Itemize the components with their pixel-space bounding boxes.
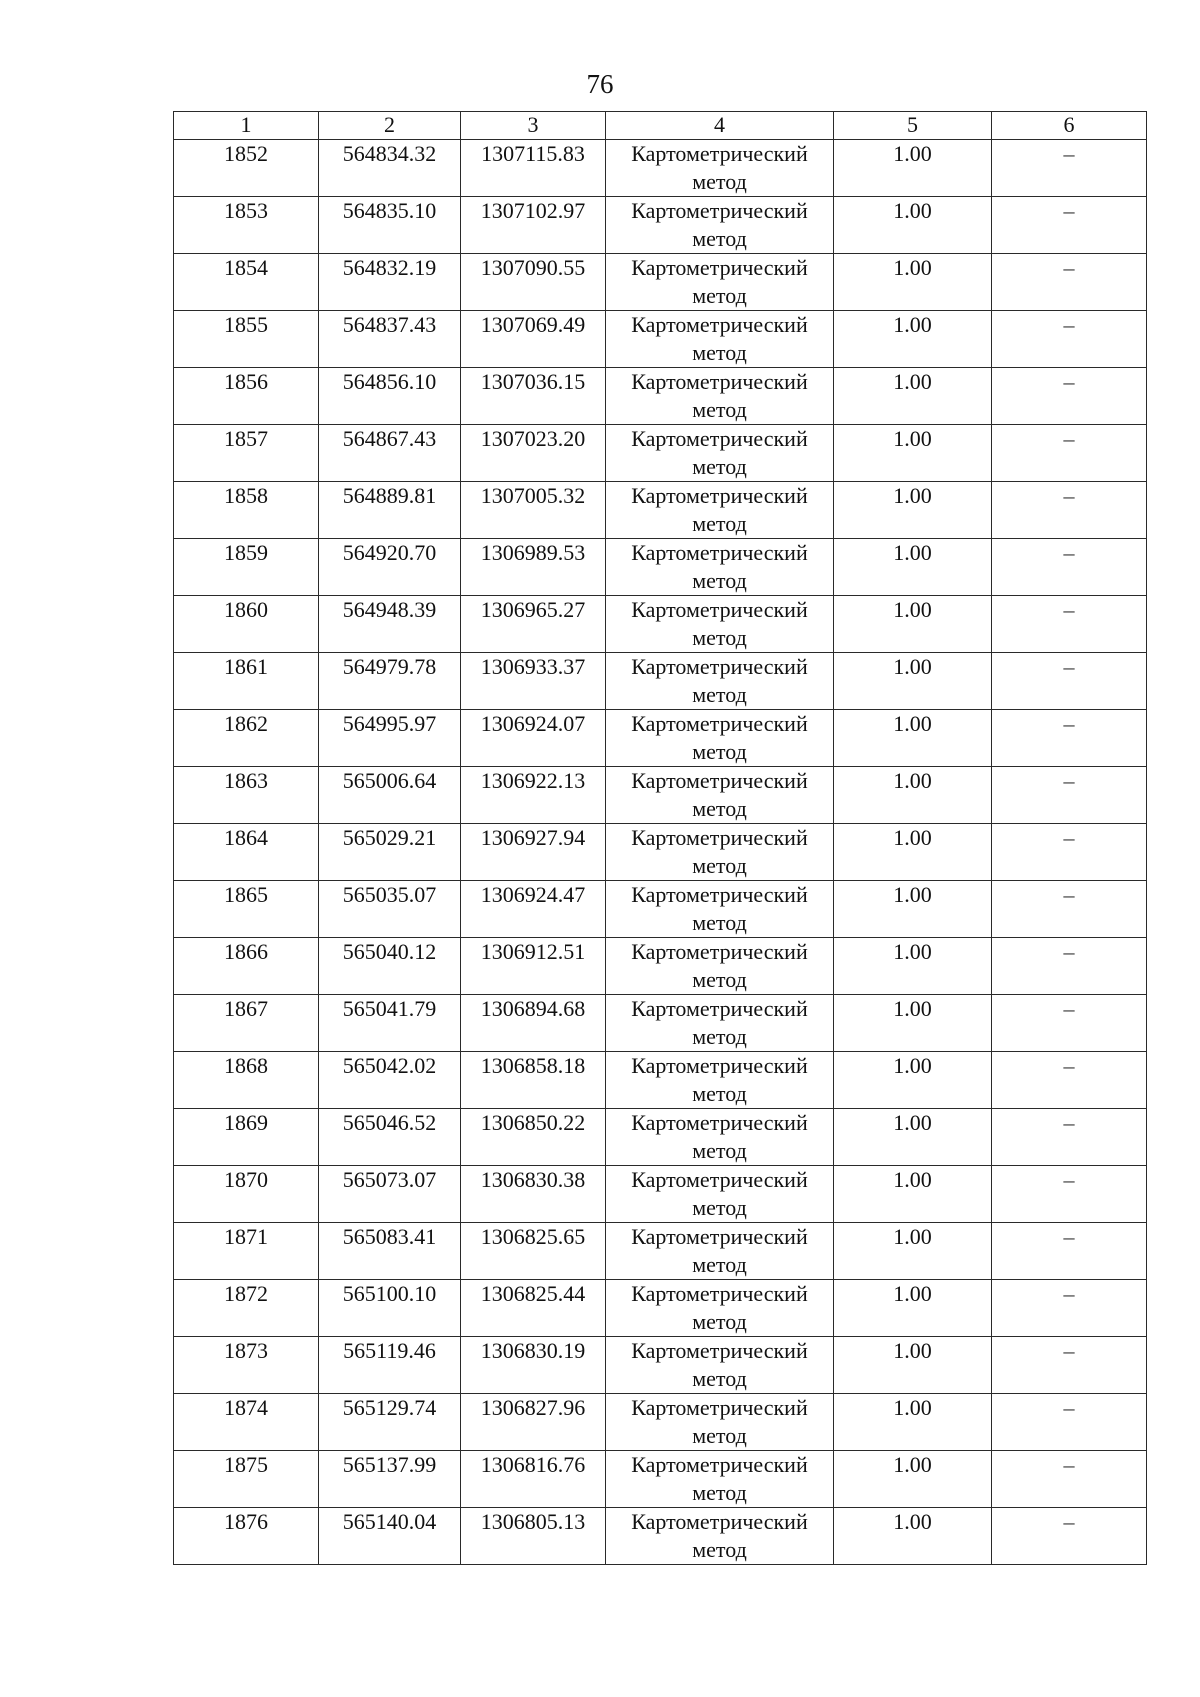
x-coordinate-cell: 565040.12: [319, 938, 461, 995]
table-row: [174, 1166, 1147, 1223]
note-cell: –: [992, 824, 1147, 881]
x-coordinate-cell: 565046.52: [319, 1109, 461, 1166]
method-line-2: метод: [692, 454, 747, 479]
accuracy-cell: 1.00: [834, 1223, 992, 1280]
note-cell: –: [992, 938, 1147, 995]
note-cell: –: [992, 1337, 1147, 1394]
note-cell: –: [992, 140, 1147, 197]
point-number-cell: 1854: [174, 254, 319, 311]
point-number-cell: 1852: [174, 140, 319, 197]
method-line-2: метод: [692, 625, 747, 650]
y-coordinate-cell: 1306830.38: [461, 1166, 606, 1223]
x-coordinate-cell: 565083.41: [319, 1223, 461, 1280]
note-cell: –: [992, 1166, 1147, 1223]
table-row: [174, 197, 1147, 254]
point-number-cell: 1860: [174, 596, 319, 653]
point-number-cell: 1868: [174, 1052, 319, 1109]
method-line-2: метод: [692, 226, 747, 251]
point-number-cell: 1875: [174, 1451, 319, 1508]
note-cell: –: [992, 1280, 1147, 1337]
accuracy-cell: 1.00: [834, 995, 992, 1052]
x-coordinate-cell: 565006.64: [319, 767, 461, 824]
y-coordinate-cell: 1307102.97: [461, 197, 606, 254]
method-line-1: Картометрический: [631, 768, 808, 793]
method-line-1: Картометрический: [631, 1167, 808, 1192]
x-coordinate-cell: 564835.10: [319, 197, 461, 254]
method-cell: [606, 1109, 834, 1166]
method-line-2: метод: [692, 910, 747, 935]
page-number: 76: [586, 69, 614, 99]
table-row: [174, 482, 1147, 539]
x-coordinate-cell: 564856.10: [319, 368, 461, 425]
y-coordinate-cell: 1306927.94: [461, 824, 606, 881]
method-line-1: Картометрический: [631, 369, 808, 394]
method-cell: [606, 1451, 834, 1508]
accuracy-cell: 1.00: [834, 1508, 992, 1565]
x-coordinate-cell: 564867.43: [319, 425, 461, 482]
method-line-2: метод: [692, 967, 747, 992]
y-coordinate-cell: 1307090.55: [461, 254, 606, 311]
method-cell: [606, 1337, 834, 1394]
method-cell: [606, 1166, 834, 1223]
method-line-2: метод: [692, 397, 747, 422]
point-number-cell: 1864: [174, 824, 319, 881]
method-cell: [606, 482, 834, 539]
note-cell: –: [992, 1109, 1147, 1166]
method-line-2: метод: [692, 796, 747, 821]
method-cell: [606, 197, 834, 254]
header-col-2: 2: [319, 112, 461, 140]
accuracy-cell: 1.00: [834, 1280, 992, 1337]
method-cell: [606, 653, 834, 710]
method-line-1: Картометрический: [631, 198, 808, 223]
method-line-1: Картометрический: [631, 1053, 808, 1078]
method-line-2: метод: [692, 1195, 747, 1220]
method-line-1: Картометрический: [631, 711, 808, 736]
point-number-cell: 1856: [174, 368, 319, 425]
accuracy-cell: 1.00: [834, 425, 992, 482]
y-coordinate-cell: 1306825.65: [461, 1223, 606, 1280]
method-line-2: метод: [692, 1366, 747, 1391]
method-cell: [606, 1508, 834, 1565]
accuracy-cell: 1.00: [834, 1337, 992, 1394]
header-col-4: 4: [606, 112, 834, 140]
x-coordinate-cell: 564834.32: [319, 140, 461, 197]
note-cell: –: [992, 596, 1147, 653]
accuracy-cell: 1.00: [834, 881, 992, 938]
point-number-cell: 1871: [174, 1223, 319, 1280]
y-coordinate-cell: 1306922.13: [461, 767, 606, 824]
note-cell: –: [992, 995, 1147, 1052]
y-coordinate-cell: 1306989.53: [461, 539, 606, 596]
method-line-1: Картометрический: [631, 1452, 808, 1477]
x-coordinate-cell: 565119.46: [319, 1337, 461, 1394]
point-number-cell: 1857: [174, 425, 319, 482]
y-coordinate-cell: 1306965.27: [461, 596, 606, 653]
note-cell: –: [992, 767, 1147, 824]
accuracy-cell: 1.00: [834, 539, 992, 596]
accuracy-cell: 1.00: [834, 596, 992, 653]
table-row: [174, 938, 1147, 995]
x-coordinate-cell: 565042.02: [319, 1052, 461, 1109]
note-cell: –: [992, 1508, 1147, 1565]
header-col-6: 6: [992, 112, 1147, 140]
point-number-cell: 1870: [174, 1166, 319, 1223]
method-cell: [606, 254, 834, 311]
point-number-cell: 1858: [174, 482, 319, 539]
method-cell: [606, 1280, 834, 1337]
y-coordinate-cell: 1307115.83: [461, 140, 606, 197]
x-coordinate-cell: 565041.79: [319, 995, 461, 1052]
header-col-3: 3: [461, 112, 606, 140]
method-line-1: Картометрический: [631, 483, 808, 508]
x-coordinate-cell: 564832.19: [319, 254, 461, 311]
y-coordinate-cell: 1306816.76: [461, 1451, 606, 1508]
accuracy-cell: 1.00: [834, 767, 992, 824]
point-number-cell: 1865: [174, 881, 319, 938]
y-coordinate-cell: 1306850.22: [461, 1109, 606, 1166]
point-number-cell: 1873: [174, 1337, 319, 1394]
table-row: [174, 311, 1147, 368]
method-line-2: метод: [692, 1138, 747, 1163]
point-number-cell: 1874: [174, 1394, 319, 1451]
method-line-2: метод: [692, 1537, 747, 1562]
method-line-2: метод: [692, 1081, 747, 1106]
note-cell: –: [992, 197, 1147, 254]
method-line-1: Картометрический: [631, 1224, 808, 1249]
method-cell: [606, 311, 834, 368]
method-line-2: метод: [692, 1423, 747, 1448]
table-row: [174, 653, 1147, 710]
note-cell: –: [992, 482, 1147, 539]
method-cell: [606, 710, 834, 767]
table-row: [174, 596, 1147, 653]
note-cell: –: [992, 1223, 1147, 1280]
note-cell: –: [992, 311, 1147, 368]
method-line-2: метод: [692, 1309, 747, 1334]
x-coordinate-cell: 564979.78: [319, 653, 461, 710]
x-coordinate-cell: 564837.43: [319, 311, 461, 368]
table-row: [174, 1052, 1147, 1109]
method-line-2: метод: [692, 682, 747, 707]
header-row: [174, 112, 1147, 140]
table-row: [174, 767, 1147, 824]
method-cell: [606, 368, 834, 425]
y-coordinate-cell: 1306912.51: [461, 938, 606, 995]
point-number-cell: 1872: [174, 1280, 319, 1337]
accuracy-cell: 1.00: [834, 1166, 992, 1223]
table-row: [174, 425, 1147, 482]
accuracy-cell: 1.00: [834, 482, 992, 539]
method-cell: [606, 881, 834, 938]
accuracy-cell: 1.00: [834, 197, 992, 254]
method-line-2: метод: [692, 853, 747, 878]
x-coordinate-cell: 565029.21: [319, 824, 461, 881]
point-number-cell: 1853: [174, 197, 319, 254]
accuracy-cell: 1.00: [834, 1451, 992, 1508]
point-number-cell: 1861: [174, 653, 319, 710]
x-coordinate-cell: 565100.10: [319, 1280, 461, 1337]
note-cell: –: [992, 1052, 1147, 1109]
point-number-cell: 1863: [174, 767, 319, 824]
table-body: [174, 140, 1147, 1565]
accuracy-cell: 1.00: [834, 1394, 992, 1451]
y-coordinate-cell: 1306805.13: [461, 1508, 606, 1565]
method-line-2: метод: [692, 340, 747, 365]
table-row: [174, 254, 1147, 311]
method-line-1: Картометрический: [631, 1338, 808, 1363]
note-cell: –: [992, 1451, 1147, 1508]
y-coordinate-cell: 1306827.96: [461, 1394, 606, 1451]
method-line-1: Картометрический: [631, 1509, 808, 1534]
method-line-1: Картометрический: [631, 1281, 808, 1306]
y-coordinate-cell: 1306858.18: [461, 1052, 606, 1109]
x-coordinate-cell: 565073.07: [319, 1166, 461, 1223]
method-cell: [606, 539, 834, 596]
accuracy-cell: 1.00: [834, 140, 992, 197]
point-number-cell: 1855: [174, 311, 319, 368]
accuracy-cell: 1.00: [834, 311, 992, 368]
method-line-1: Картометрический: [631, 141, 808, 166]
note-cell: –: [992, 539, 1147, 596]
method-line-2: метод: [692, 1024, 747, 1049]
header-col-5: 5: [834, 112, 992, 140]
y-coordinate-cell: 1307023.20: [461, 425, 606, 482]
point-number-cell: 1867: [174, 995, 319, 1052]
method-line-1: Картометрический: [631, 597, 808, 622]
note-cell: –: [992, 881, 1147, 938]
method-line-2: метод: [692, 739, 747, 764]
method-line-2: метод: [692, 1480, 747, 1505]
method-line-1: Картометрический: [631, 1395, 808, 1420]
table-row: [174, 1109, 1147, 1166]
accuracy-cell: 1.00: [834, 254, 992, 311]
method-cell: [606, 425, 834, 482]
method-line-1: Картометрический: [631, 540, 808, 565]
method-cell: [606, 995, 834, 1052]
method-cell: [606, 1394, 834, 1451]
method-line-1: Картометрический: [631, 1110, 808, 1135]
y-coordinate-cell: 1307005.32: [461, 482, 606, 539]
method-line-1: Картометрический: [631, 996, 808, 1021]
method-cell: [606, 767, 834, 824]
x-coordinate-cell: 564995.97: [319, 710, 461, 767]
note-cell: –: [992, 368, 1147, 425]
note-cell: –: [992, 425, 1147, 482]
x-coordinate-cell: 565035.07: [319, 881, 461, 938]
note-cell: –: [992, 710, 1147, 767]
table-row: [174, 1280, 1147, 1337]
method-line-1: Картометрический: [631, 654, 808, 679]
method-cell: [606, 824, 834, 881]
method-line-1: Картометрический: [631, 939, 808, 964]
method-line-1: Картометрический: [631, 825, 808, 850]
y-coordinate-cell: 1306924.07: [461, 710, 606, 767]
accuracy-cell: 1.00: [834, 938, 992, 995]
method-cell: [606, 140, 834, 197]
y-coordinate-cell: 1307069.49: [461, 311, 606, 368]
accuracy-cell: 1.00: [834, 1109, 992, 1166]
method-line-1: Картометрический: [631, 312, 808, 337]
x-coordinate-cell: 565140.04: [319, 1508, 461, 1565]
note-cell: –: [992, 653, 1147, 710]
y-coordinate-cell: 1306894.68: [461, 995, 606, 1052]
point-number-cell: 1866: [174, 938, 319, 995]
table-row: [174, 710, 1147, 767]
x-coordinate-cell: 564889.81: [319, 482, 461, 539]
accuracy-cell: 1.00: [834, 653, 992, 710]
table-row: [174, 1451, 1147, 1508]
point-number-cell: 1862: [174, 710, 319, 767]
method-line-2: метод: [692, 169, 747, 194]
table-row: [174, 881, 1147, 938]
method-line-1: Картометрический: [631, 255, 808, 280]
note-cell: –: [992, 1394, 1147, 1451]
y-coordinate-cell: 1306933.37: [461, 653, 606, 710]
x-coordinate-cell: 565137.99: [319, 1451, 461, 1508]
method-cell: [606, 596, 834, 653]
point-number-cell: 1869: [174, 1109, 319, 1166]
table-row: [174, 539, 1147, 596]
table-row: [174, 995, 1147, 1052]
method-cell: [606, 1223, 834, 1280]
method-line-2: метод: [692, 511, 747, 536]
method-line-1: Картометрический: [631, 426, 808, 451]
table-row: [174, 1394, 1147, 1451]
method-line-1: Картометрический: [631, 882, 808, 907]
table-row: [174, 1337, 1147, 1394]
x-coordinate-cell: 564920.70: [319, 539, 461, 596]
table-header: [174, 112, 1147, 140]
table-row: [174, 1508, 1147, 1565]
method-line-2: метод: [692, 568, 747, 593]
x-coordinate-cell: 564948.39: [319, 596, 461, 653]
y-coordinate-cell: 1306924.47: [461, 881, 606, 938]
table-row: [174, 368, 1147, 425]
method-line-2: метод: [692, 283, 747, 308]
y-coordinate-cell: 1306830.19: [461, 1337, 606, 1394]
method-cell: [606, 938, 834, 995]
accuracy-cell: 1.00: [834, 710, 992, 767]
method-cell: [606, 1052, 834, 1109]
point-number-cell: 1876: [174, 1508, 319, 1565]
coordinates-table: [173, 111, 1147, 1565]
y-coordinate-cell: 1307036.15: [461, 368, 606, 425]
y-coordinate-cell: 1306825.44: [461, 1280, 606, 1337]
x-coordinate-cell: 565129.74: [319, 1394, 461, 1451]
header-col-1: 1: [174, 112, 319, 140]
accuracy-cell: 1.00: [834, 1052, 992, 1109]
table-row: [174, 140, 1147, 197]
point-number-cell: 1859: [174, 539, 319, 596]
table-row: [174, 1223, 1147, 1280]
method-line-2: метод: [692, 1252, 747, 1277]
accuracy-cell: 1.00: [834, 368, 992, 425]
accuracy-cell: 1.00: [834, 824, 992, 881]
table-row: [174, 824, 1147, 881]
note-cell: –: [992, 254, 1147, 311]
